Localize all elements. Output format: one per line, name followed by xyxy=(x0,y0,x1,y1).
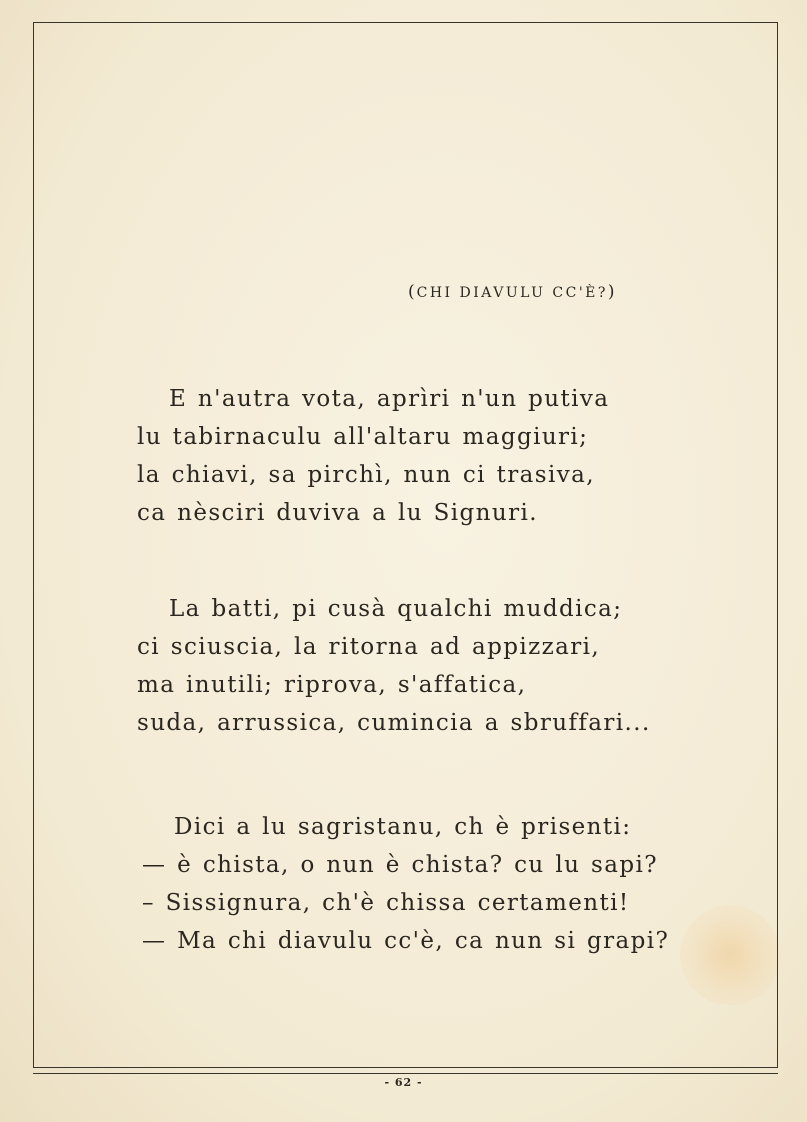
stanza-2 xyxy=(137,590,651,742)
title-close-paren: ) xyxy=(607,282,617,302)
page-border-rule xyxy=(33,1073,778,1074)
page-number: - 62 - xyxy=(384,1076,423,1089)
verse-line: — è chista, o nun è chista? cu lu sapi? xyxy=(142,852,658,878)
verse-line: — Ma chi diavulu cc'è, ca nun si grapi? xyxy=(142,928,670,954)
poem-title xyxy=(408,282,617,302)
verse-line: ma inutili; riprova, s'affatica, xyxy=(137,672,527,698)
stanza-3 xyxy=(142,808,669,960)
stanza-1 xyxy=(137,380,609,532)
verse-line: la chiavi, sa pirchì, nun ci trasiva, xyxy=(137,462,595,488)
verse-line: ci sciuscia, la ritorna ad appizzari, xyxy=(137,634,601,660)
verse-line: La batti, pi cusà qualchi muddica; xyxy=(169,596,623,622)
verse-line: E n'autra vota, aprìri n'un putiva xyxy=(169,386,610,412)
verse-line: lu tabirnaculu all'altaru maggiuri; xyxy=(137,424,589,450)
verse-line: Dici a lu sagristanu, ch è prisenti: xyxy=(174,814,632,840)
title-text: CHI DIAVULU CC'È? xyxy=(416,285,608,301)
verse-line: suda, arrussica, cumincia a sbruffari... xyxy=(137,710,651,736)
verse-line: ca nèsciri duviva a lu Signuri. xyxy=(137,500,538,526)
title-open-paren: ( xyxy=(408,282,417,302)
verse-line: – Sissignura, ch'è chissa certamenti! xyxy=(142,890,630,916)
